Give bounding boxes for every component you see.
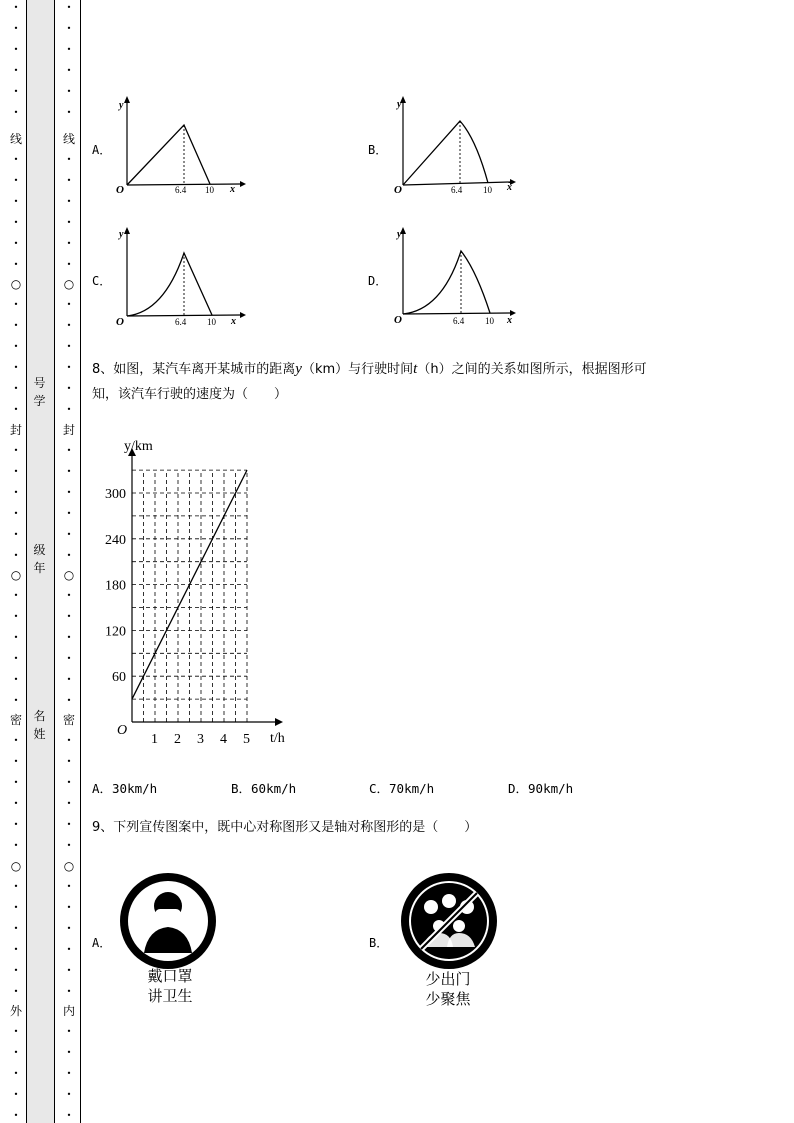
binding-dot: • [66, 924, 72, 933]
q8-var-y: y [295, 361, 302, 377]
binding-dot: • [13, 300, 19, 309]
binding-dot: • [66, 467, 72, 476]
y-tick-label: 180 [105, 578, 126, 594]
binding-dot: • [13, 45, 19, 54]
binding-dot: • [66, 239, 72, 248]
binding-dot: • [13, 87, 19, 96]
binding-circle: ○ [63, 859, 75, 873]
binding-dot: • [66, 591, 72, 600]
binding-dot: • [66, 342, 72, 351]
binding-dot: • [13, 342, 19, 351]
binding-dot: • [13, 903, 19, 912]
graph-end-tick: 10 [483, 185, 492, 195]
graph-y-label: y [397, 229, 402, 240]
binding-dot: • [66, 1069, 72, 1078]
margin-rule [80, 0, 81, 1123]
binding-dot: • [13, 924, 19, 933]
graph-x-label: x [507, 315, 512, 326]
field-name: 名 姓 [33, 709, 46, 741]
binding-dot: • [13, 155, 19, 164]
binding-dot: • [66, 176, 72, 185]
binding-dot: • [66, 778, 72, 787]
graph-end-tick: 10 [485, 316, 494, 326]
binding-mark: 密 [62, 713, 75, 727]
binding-dot: • [13, 197, 19, 206]
binding-dot: • [66, 3, 72, 12]
x-tick-label: 3 [197, 732, 204, 747]
binding-dot: • [13, 696, 19, 705]
binding-dot: • [66, 799, 72, 808]
binding-dot: • [13, 321, 19, 330]
x-tick-label: 5 [243, 732, 250, 747]
binding-dot: • [66, 612, 72, 621]
graph-peak-tick: 6.4 [451, 185, 463, 195]
binding-mark: 外 [9, 1004, 22, 1018]
chart-y-axis-label: y/km [124, 439, 153, 454]
graph-origin: O [394, 314, 402, 326]
binding-mark: 封 [9, 423, 22, 437]
binding-dot: • [66, 882, 72, 891]
q9-option-a-label[interactable]: A． [92, 936, 112, 950]
binding-dot: • [13, 384, 19, 393]
q7-option-a-label[interactable]: A． [92, 143, 112, 157]
binding-dot: • [66, 551, 72, 560]
q8-line-1: 8、如图，某汽车离开某城市的距离y（km）与行驶时间t（h）之间的关系如图所示，根据图形可 [92, 361, 647, 377]
graph-y-label: y [119, 100, 124, 111]
binding-dot: • [13, 591, 19, 600]
binding-dot: • [66, 384, 72, 393]
binding-dot: • [66, 945, 72, 954]
binding-dot: • [13, 446, 19, 455]
binding-dot: • [13, 778, 19, 787]
q7-graph-c [112, 226, 247, 328]
binding-dot: • [66, 260, 72, 269]
binding-dot: • [66, 1111, 72, 1120]
field-grade: 级 年 [33, 543, 46, 575]
binding-dot: • [13, 945, 19, 954]
binding-dot: • [13, 654, 19, 663]
crowd-icon[interactable] [399, 871, 499, 971]
q8-answer-d[interactable]: D．90km/h [508, 781, 574, 796]
binding-dot: • [66, 736, 72, 745]
binding-circle: ○ [63, 568, 75, 582]
q9-caption-a: 戴口罩 讲卫生 [147, 967, 193, 1005]
binding-dot: • [13, 987, 19, 996]
binding-dot: • [13, 820, 19, 829]
binding-dot: • [66, 155, 72, 164]
graph-peak-tick: 6.4 [175, 185, 187, 195]
q7-option-c-label[interactable]: C． [92, 274, 112, 288]
graph-end-tick: 10 [205, 185, 214, 195]
binding-dot: • [13, 736, 19, 745]
q8-answer-a[interactable]: A．30km/h [92, 781, 158, 796]
binding-dot: • [66, 757, 72, 766]
binding-dot: • [13, 966, 19, 975]
graph-peak-tick: 6.4 [453, 316, 465, 326]
q8-var-t: t [413, 361, 418, 377]
graph-end-tick: 10 [207, 317, 216, 327]
binding-dot: • [13, 176, 19, 185]
mask-icon[interactable] [118, 871, 218, 971]
binding-mark: 封 [62, 423, 75, 437]
graph-x-label: x [230, 184, 235, 195]
binding-dot: • [13, 675, 19, 684]
binding-dot: • [13, 3, 19, 12]
binding-dot: • [13, 882, 19, 891]
binding-dot: • [13, 488, 19, 497]
binding-dot: • [13, 530, 19, 539]
x-tick-label: 2 [174, 732, 181, 747]
binding-dot: • [66, 903, 72, 912]
graph-origin: O [116, 316, 124, 328]
field-student-no: 号 学 [33, 376, 46, 408]
binding-dot: • [13, 1111, 19, 1120]
q9-option-b-label[interactable]: B． [369, 936, 389, 950]
x-tick-label: 4 [220, 732, 227, 747]
binding-dot: • [13, 799, 19, 808]
binding-dot: • [13, 1090, 19, 1099]
binding-dot: • [13, 1048, 19, 1057]
q7-graph-b [388, 95, 523, 195]
q8-answer-c[interactable]: C．70km/h [369, 781, 435, 796]
graph-x-label: x [231, 316, 236, 327]
binding-dot: • [66, 488, 72, 497]
binding-dot: • [66, 197, 72, 206]
binding-dot: • [66, 363, 72, 372]
binding-dot: • [13, 1027, 19, 1036]
inner-binding-marks [62, 0, 76, 1123]
q7-option-b-label[interactable]: B． [368, 143, 388, 157]
binding-dot: • [13, 405, 19, 414]
chart-x-axis-label: t/h [270, 731, 285, 746]
binding-dot: • [66, 654, 72, 663]
binding-dot: • [13, 551, 19, 560]
q9-caption-b: 少出门 少聚焦 [425, 970, 471, 1008]
binding-dot: • [13, 24, 19, 33]
binding-dot: • [66, 1048, 72, 1057]
binding-mark: 线 [9, 132, 22, 146]
y-tick-label: 240 [105, 532, 126, 548]
graph-peak-tick: 6.4 [175, 317, 187, 327]
binding-dot: • [13, 66, 19, 75]
binding-mark: 内 [62, 1004, 75, 1018]
q7-graph-a [112, 95, 247, 195]
q8-answer-b[interactable]: B．60km/h [231, 781, 297, 796]
graph-y-label: y [119, 229, 124, 240]
binding-dot: • [66, 509, 72, 518]
binding-circle: ○ [10, 568, 22, 582]
binding-dot: • [66, 530, 72, 539]
outer-binding-marks [9, 0, 23, 1123]
binding-dot: • [66, 675, 72, 684]
binding-mark: 密 [9, 713, 22, 727]
binding-dot: • [66, 1027, 72, 1036]
binding-circle: ○ [10, 277, 22, 291]
binding-dot: • [66, 966, 72, 975]
binding-circle: ○ [10, 859, 22, 873]
q8-line-2: 知，该汽车行驶的速度为（ ） [92, 387, 288, 402]
binding-dot: • [66, 987, 72, 996]
graph-origin: O [394, 184, 402, 195]
binding-mark: 线 [62, 132, 75, 146]
binding-dot: • [66, 300, 72, 309]
binding-dot: • [66, 1090, 72, 1099]
binding-dot: • [13, 612, 19, 621]
binding-dot: • [13, 467, 19, 476]
q7-graph-d [388, 226, 523, 328]
binding-dot: • [13, 260, 19, 269]
y-tick-label: 60 [112, 670, 126, 686]
binding-dot: • [66, 633, 72, 642]
binding-dot: • [66, 87, 72, 96]
binding-dot: • [13, 218, 19, 227]
x-tick-label: 1 [151, 732, 158, 747]
q8-question [92, 357, 732, 407]
binding-dot: • [13, 1069, 19, 1078]
q8-distance-time-chart [100, 432, 300, 752]
binding-dot: • [13, 239, 19, 248]
binding-dot: • [13, 108, 19, 117]
y-tick-label: 300 [105, 487, 126, 503]
binding-dot: • [13, 363, 19, 372]
binding-dot: • [66, 405, 72, 414]
binding-dot: • [66, 66, 72, 75]
binding-dot: • [13, 509, 19, 518]
binding-dot: • [66, 696, 72, 705]
q7-option-d-label[interactable]: D． [368, 274, 388, 288]
binding-dot: • [13, 633, 19, 642]
x-axis-arrow [275, 718, 283, 726]
binding-dot: • [66, 45, 72, 54]
binding-dot: • [66, 841, 72, 850]
binding-dot: • [66, 24, 72, 33]
q9-question: 9、下列宣传图案中，既中心对称图形又是轴对称图形的是（ ） [92, 820, 478, 835]
y-tick-label: 120 [105, 624, 126, 640]
binding-dot: • [66, 218, 72, 227]
binding-dot: • [13, 841, 19, 850]
graph-x-label: x [507, 182, 512, 193]
binding-circle: ○ [63, 277, 75, 291]
graph-origin: O [116, 184, 124, 195]
binding-dot: • [66, 446, 72, 455]
binding-dot: • [66, 321, 72, 330]
binding-dot: • [66, 820, 72, 829]
graph-y-label: y [397, 99, 402, 110]
chart-origin-label: O [117, 723, 128, 738]
binding-dot: • [66, 108, 72, 117]
binding-dot: • [13, 757, 19, 766]
